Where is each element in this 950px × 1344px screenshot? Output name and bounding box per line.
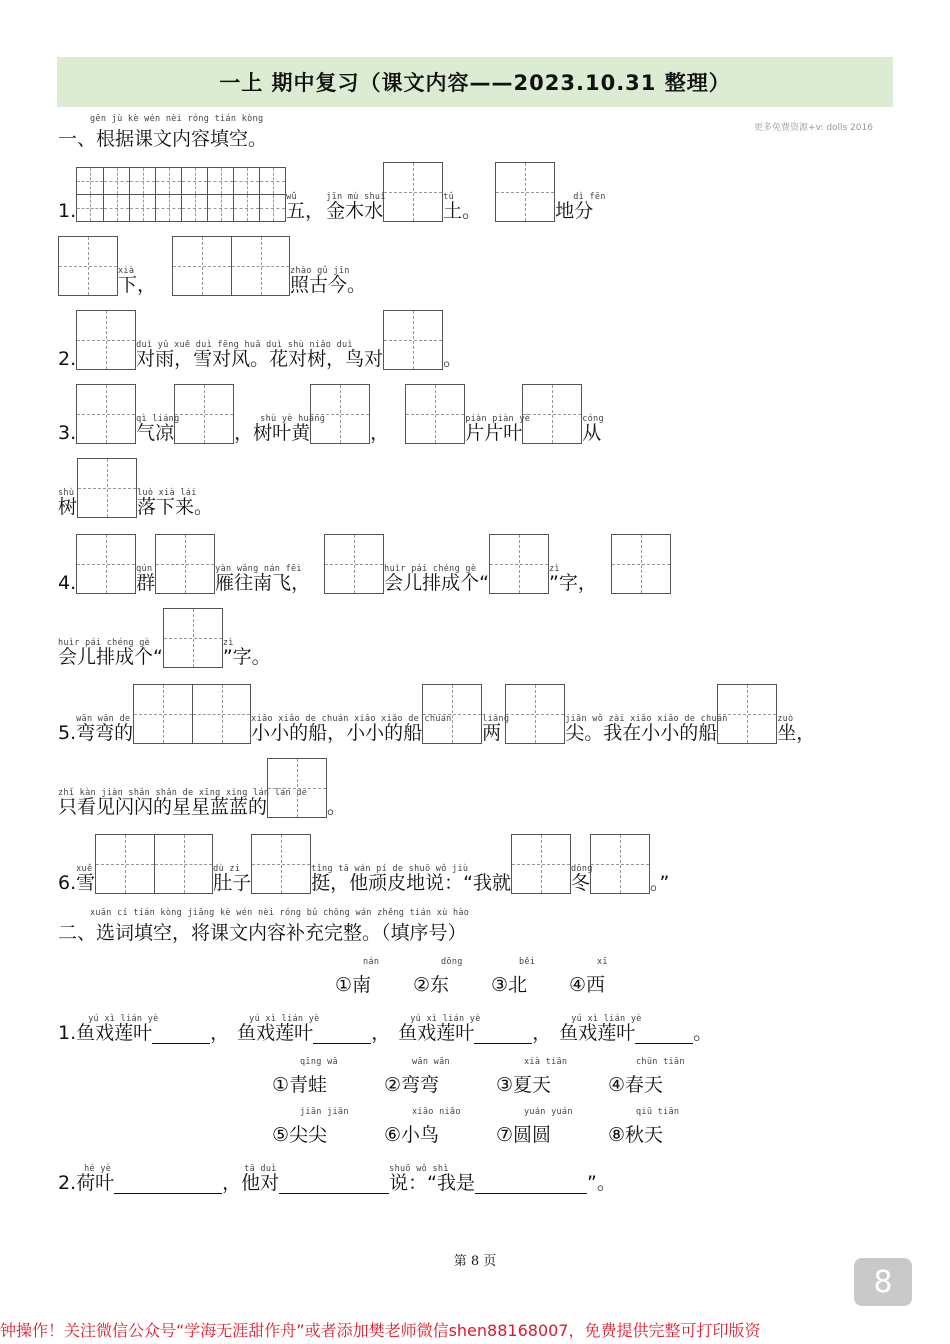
q3-text-3: ， [370,422,390,444]
answer-box[interactable] [717,684,777,744]
q3-text-2: ，树叶黄 [234,422,311,444]
q5-text-7: 。 [327,796,347,818]
q2-line: 2. duì yǔ xuě duì fēng huā duì shù niǎo duì 对雨，雪对风。花对树，鸟对 。 [58,310,910,370]
answer-box[interactable] [251,834,311,894]
q3-line2: shù 树 luò xià lái 落下来。 [58,458,910,518]
answer-blank[interactable] [635,1023,693,1044]
answer-blank[interactable] [313,1023,371,1044]
q1-text-5: 下， [118,274,157,296]
answer-grid-2[interactable] [172,236,290,296]
answer-box[interactable] [611,534,671,594]
s2-q1-text: 鱼戏莲叶 [559,1022,636,1044]
answer-box[interactable] [590,834,650,894]
answer-box[interactable] [383,162,443,222]
q3-text-6: 树 [58,496,78,518]
q5-line1: 5. wān wān de 弯弯的 xiǎo xiǎo de chuán xiǎo xiǎo de chuán 小小的船，小小的船 liǎng 两 jiān wǒ zài xiǎo xiǎo de chuán 尖。我在小小的船 zuò 坐， [58,684,910,744]
section-2-title: 二、选词填空，将课文内容补充完整。（填序号） [58,922,467,944]
answer-box[interactable] [522,384,582,444]
q4-text-4: ”字， [549,572,597,594]
answer-blank[interactable] [474,1023,532,1044]
answer-box[interactable] [155,534,215,594]
answer-box[interactable] [324,534,384,594]
q1-line2: xià 下， zhào gǔ jīn 照古今。 [58,236,910,296]
q5-text-1: 弯弯的 [76,722,134,744]
q4-text-6: ”字。 [222,646,271,668]
q3-number: 3. [58,422,77,444]
answer-box[interactable] [267,758,327,818]
option-item: xī ④西 [569,957,608,996]
s2-q1-text: 鱼戏莲叶 [398,1022,475,1044]
section-1-pinyin: gēn jù kè wén nèi róng tián kòng [90,114,264,124]
q6-number: 6. [58,872,77,894]
s2-q1-line: 1. yú xì lián yè 鱼戏莲叶 ， yú xì lián yè 鱼戏莲叶 ， yú xì lián yè 鱼戏莲叶 ， yú xì lián yè 鱼戏莲叶 。 [58,1014,713,1044]
answer-box[interactable] [489,534,549,594]
q4-text-3: 会儿排成个“ [384,572,490,594]
answer-box[interactable] [405,384,465,444]
q5-text-6: 只看见闪闪的星星蓝蓝的 [58,796,268,818]
option-item: qiū tiān ⑧秋天 [608,1107,680,1146]
option-item: wān wān ②弯弯 [384,1057,450,1096]
q5-text-3: 两 [482,722,502,744]
q6-text-4: 冬 [571,872,591,894]
watermark-note: 更多免费资源+v: dolls 2016 [754,123,873,133]
s2-q2-line: 2. hé yè 荷叶 tā duì ，他对 shuō wǒ shì 说：“我是 ”。 [58,1164,616,1194]
q5-number: 5. [58,722,77,744]
q3-text-7: 落下来。 [137,496,214,518]
q6-text-3: 挺，他顽皮地说：“我就 [311,872,512,894]
answer-blank[interactable] [279,1173,389,1194]
q6-line: 6. xuě 雪 dù zi 肚子 tǐng tā wán pí de shuō wǒ jiù 挺，他顽皮地说：“我就 dōng 冬 。” [58,834,910,894]
option-item: chūn tiān ④春天 [608,1057,685,1096]
q1-line1: 1. wǔ 五， jīn mù shuǐ 金木水 tǔ 土。 dì fēn 地分 [58,162,910,222]
answer-box[interactable] [495,162,555,222]
answer-blank[interactable] [152,1023,210,1044]
answer-box[interactable] [422,684,482,744]
section-2-heading [58,908,469,945]
q1-text-4: 地分 [555,200,594,222]
option-item: yuán yuán ⑦圆圆 [496,1107,573,1146]
q1-text-3: 土。 [443,200,482,222]
q3-text-1: 气凉 [136,422,175,444]
q4-line1: 4. qún 群 yàn wǎng nán fēi 雁往南飞， huìr pái chéng gè 会儿排成个“ zì ”字， [58,534,910,594]
q4-number: 4. [58,572,77,594]
answer-box[interactable] [77,458,137,518]
q3-text-5: 从 [582,422,602,444]
q1-text-1: 五， [286,200,325,222]
answer-box[interactable] [310,384,370,444]
answer-box[interactable] [76,310,136,370]
section-1-heading [58,114,267,151]
answer-box[interactable] [511,834,571,894]
q2-text-1: 对雨，雪对风。花对树，鸟对 [136,348,384,370]
answer-box[interactable] [163,608,223,668]
section-1-title: 一、根据课文内容填空。 [58,128,268,150]
q4-text-1: 群 [136,572,156,594]
q1-text-6: 照古今。 [290,274,367,296]
answer-box[interactable] [76,534,136,594]
answer-box[interactable] [58,236,118,296]
q3-line1: 3. qì liáng 气凉 shù yè huáng ，树叶黄 ， piàn piàn yè 片片叶 cóng 从 [58,384,910,444]
q1-text-2: 金木水 [326,200,384,222]
promo-footer: 钟操作！关注微信公众号“学海无涯甜作舟”或者添加樊老师微信shen88168007，免费提供完整可打印版资 [0,1321,761,1340]
q1-number: 1. [58,200,77,222]
q4-text-2: 雁往南飞， [215,572,311,594]
answer-box[interactable] [505,684,565,744]
option-item: xià tiān ③夏天 [496,1057,568,1096]
answer-blank[interactable] [114,1173,222,1194]
s2-q1-text: 鱼戏莲叶 [237,1022,314,1044]
page-number: 第 8 页 [453,1254,497,1269]
q4-line2: huìr pái chéng gè 会儿排成个“ zì ”字。 [58,608,910,668]
q5-line2: zhǐ kàn jiàn shǎn shǎn de xīng xing lán lán de 只看见闪闪的星星蓝蓝的 。 [58,758,910,818]
page-badge: 8 [854,1258,912,1306]
s2-q1-text: 鱼戏莲叶 [76,1022,153,1044]
q6-text-2: 肚子 [213,872,252,894]
s2-q2-text-3: 说：“我是 [389,1172,476,1194]
options-words-row1 [272,1057,720,1097]
section-2-pinyin: xuǎn cí tián kòng jiāng kè wén nèi róng bǔ chōng wán zhěng tián xù hào [90,908,470,918]
page-title-bar [57,57,893,107]
option-item: qīng wā ①青蛙 [272,1057,338,1096]
option-item: xiǎo niǎo ⑥小鸟 [384,1107,461,1146]
s2-q2-text-1: 荷叶 [76,1172,115,1194]
option-item: nán ①南 [335,957,380,996]
answer-box[interactable] [76,384,136,444]
s2-q2-text-4: ”。 [587,1172,616,1194]
q2-text-2: 。 [443,348,463,370]
answer-grid-8[interactable] [76,167,286,222]
page-title: 一上 期中复习（课文内容——2023.10.31 整理） [219,71,731,95]
q2-number: 2. [58,348,77,370]
q5-text-4: 尖。我在小小的船 [565,722,718,744]
answer-box[interactable] [383,310,443,370]
s2-q1-number: 1. [58,1022,77,1044]
s2-q2-number: 2. [58,1172,77,1194]
s2-q2-text-2: ，他对 [222,1172,280,1194]
answer-blank[interactable] [475,1173,587,1194]
q3-text-4: 片片叶 [465,422,523,444]
q6-text-1: 雪 [76,872,96,894]
option-item: dōng ②东 [413,957,463,996]
option-item: běi ③北 [491,957,536,996]
q5-text-2: 小小的船，小小的船 [251,722,423,744]
answer-grid-2[interactable] [95,834,213,894]
q4-text-5: 会儿排成个“ [58,646,163,668]
answer-grid-2[interactable] [133,684,251,744]
answer-box[interactable] [174,384,234,444]
option-item: jiān jiān ⑤尖尖 [272,1107,349,1146]
q6-text-5: 。” [650,872,670,894]
q5-text-5: 坐， [777,722,816,744]
